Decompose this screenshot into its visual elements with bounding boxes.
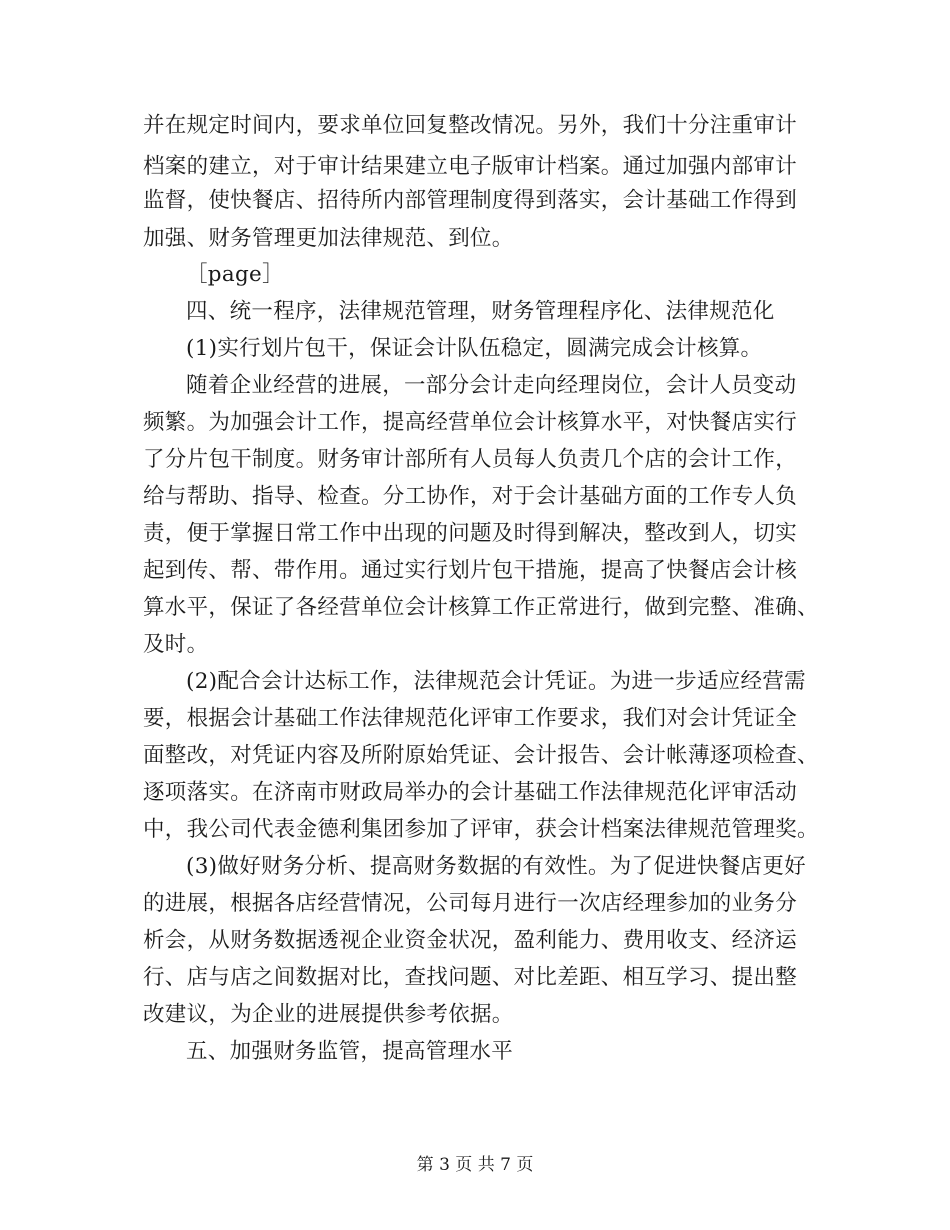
body-text-line: 责，便于掌握日常工作中出现的问题及时得到解决，整改到人，切实: [143, 521, 798, 546]
body-text-line: 算水平，保证了各经营单位会计核算工作正常进行，做到完整、准确、: [143, 595, 819, 620]
body-text-line: 面整改，对凭证内容及所附原始凭证、会计报告、会计帐薄逐项检查、: [143, 743, 819, 768]
body-text-line: 了分片包干制度。财务审计部所有人员每人负责几个店的会计工作，: [143, 447, 798, 472]
body-text-line: 监督，使快餐店、招待所内部管理制度得到落实，会计基础工作得到: [143, 188, 798, 213]
page-footer: 第 3 页 共 7 页: [416, 1155, 534, 1175]
body-text-line: 档案的建立，对于审计结果建立电子版审计档案。通过加强内部审计: [143, 154, 798, 179]
body-text-line: 随着企业经营的进展，一部分会计走向经理岗位，会计人员变动: [186, 373, 797, 398]
body-text-line: 频繁。为加强会计工作，提高经营单位会计核算水平，对快餐店实行: [143, 410, 798, 435]
page-marker: ［page］: [186, 262, 284, 287]
subsection-heading: (1)实行划片包干，保证会计队伍稳定，圆满完成会计核算。: [186, 336, 763, 361]
body-text-line: 的进展，根据各店经营情况，公司每月进行一次店经理参加的业务分: [143, 891, 798, 916]
body-text-line: 并在规定时间内，要求单位回复整改情况。另外，我们十分注重审计: [143, 113, 798, 138]
body-text-line: 给与帮助、指导、检查。分工协作，对于会计基础方面的工作专人负: [143, 484, 798, 509]
subsection-heading: (3)做好财务分析、提高财务数据的有效性。为了促进快餐店更好: [186, 854, 806, 879]
body-text-line: 要，根据会计基础工作法律规范化评审工作要求，我们对会计凭证全: [143, 706, 798, 731]
body-text-line: 及时。: [143, 632, 209, 657]
subsection-heading: (2)配合会计达标工作，法律规范会计凭证。为进一步适应经营需: [186, 669, 806, 694]
body-text-line: 逐项落实。在济南市财政局举办的会计基础工作法律规范化评审活动: [143, 780, 798, 805]
body-text-line: 起到传、帮、带作用。通过实行划片包干措施，提高了快餐店会计核: [143, 558, 798, 583]
body-text-line: 析会，从财务数据透视企业资金状况，盈利能力、费用收支、经济运: [143, 928, 798, 953]
body-text-line: 中，我公司代表金德利集团参加了评审，获会计档案法律规范管理奖。: [143, 817, 819, 842]
section-heading: 五、加强财务监管，提高管理水平: [186, 1039, 514, 1064]
body-text-line: 改建议，为企业的进展提供参考依据。: [143, 1002, 514, 1027]
section-heading: 四、统一程序，法律规范管理，财务管理程序化、法律规范化: [186, 299, 775, 324]
body-text-line: 加强、财务管理更加法律规范、到位。: [143, 226, 514, 251]
body-text-line: 行、店与店之间数据对比，查找问题、对比差距、相互学习、提出整: [143, 965, 798, 990]
